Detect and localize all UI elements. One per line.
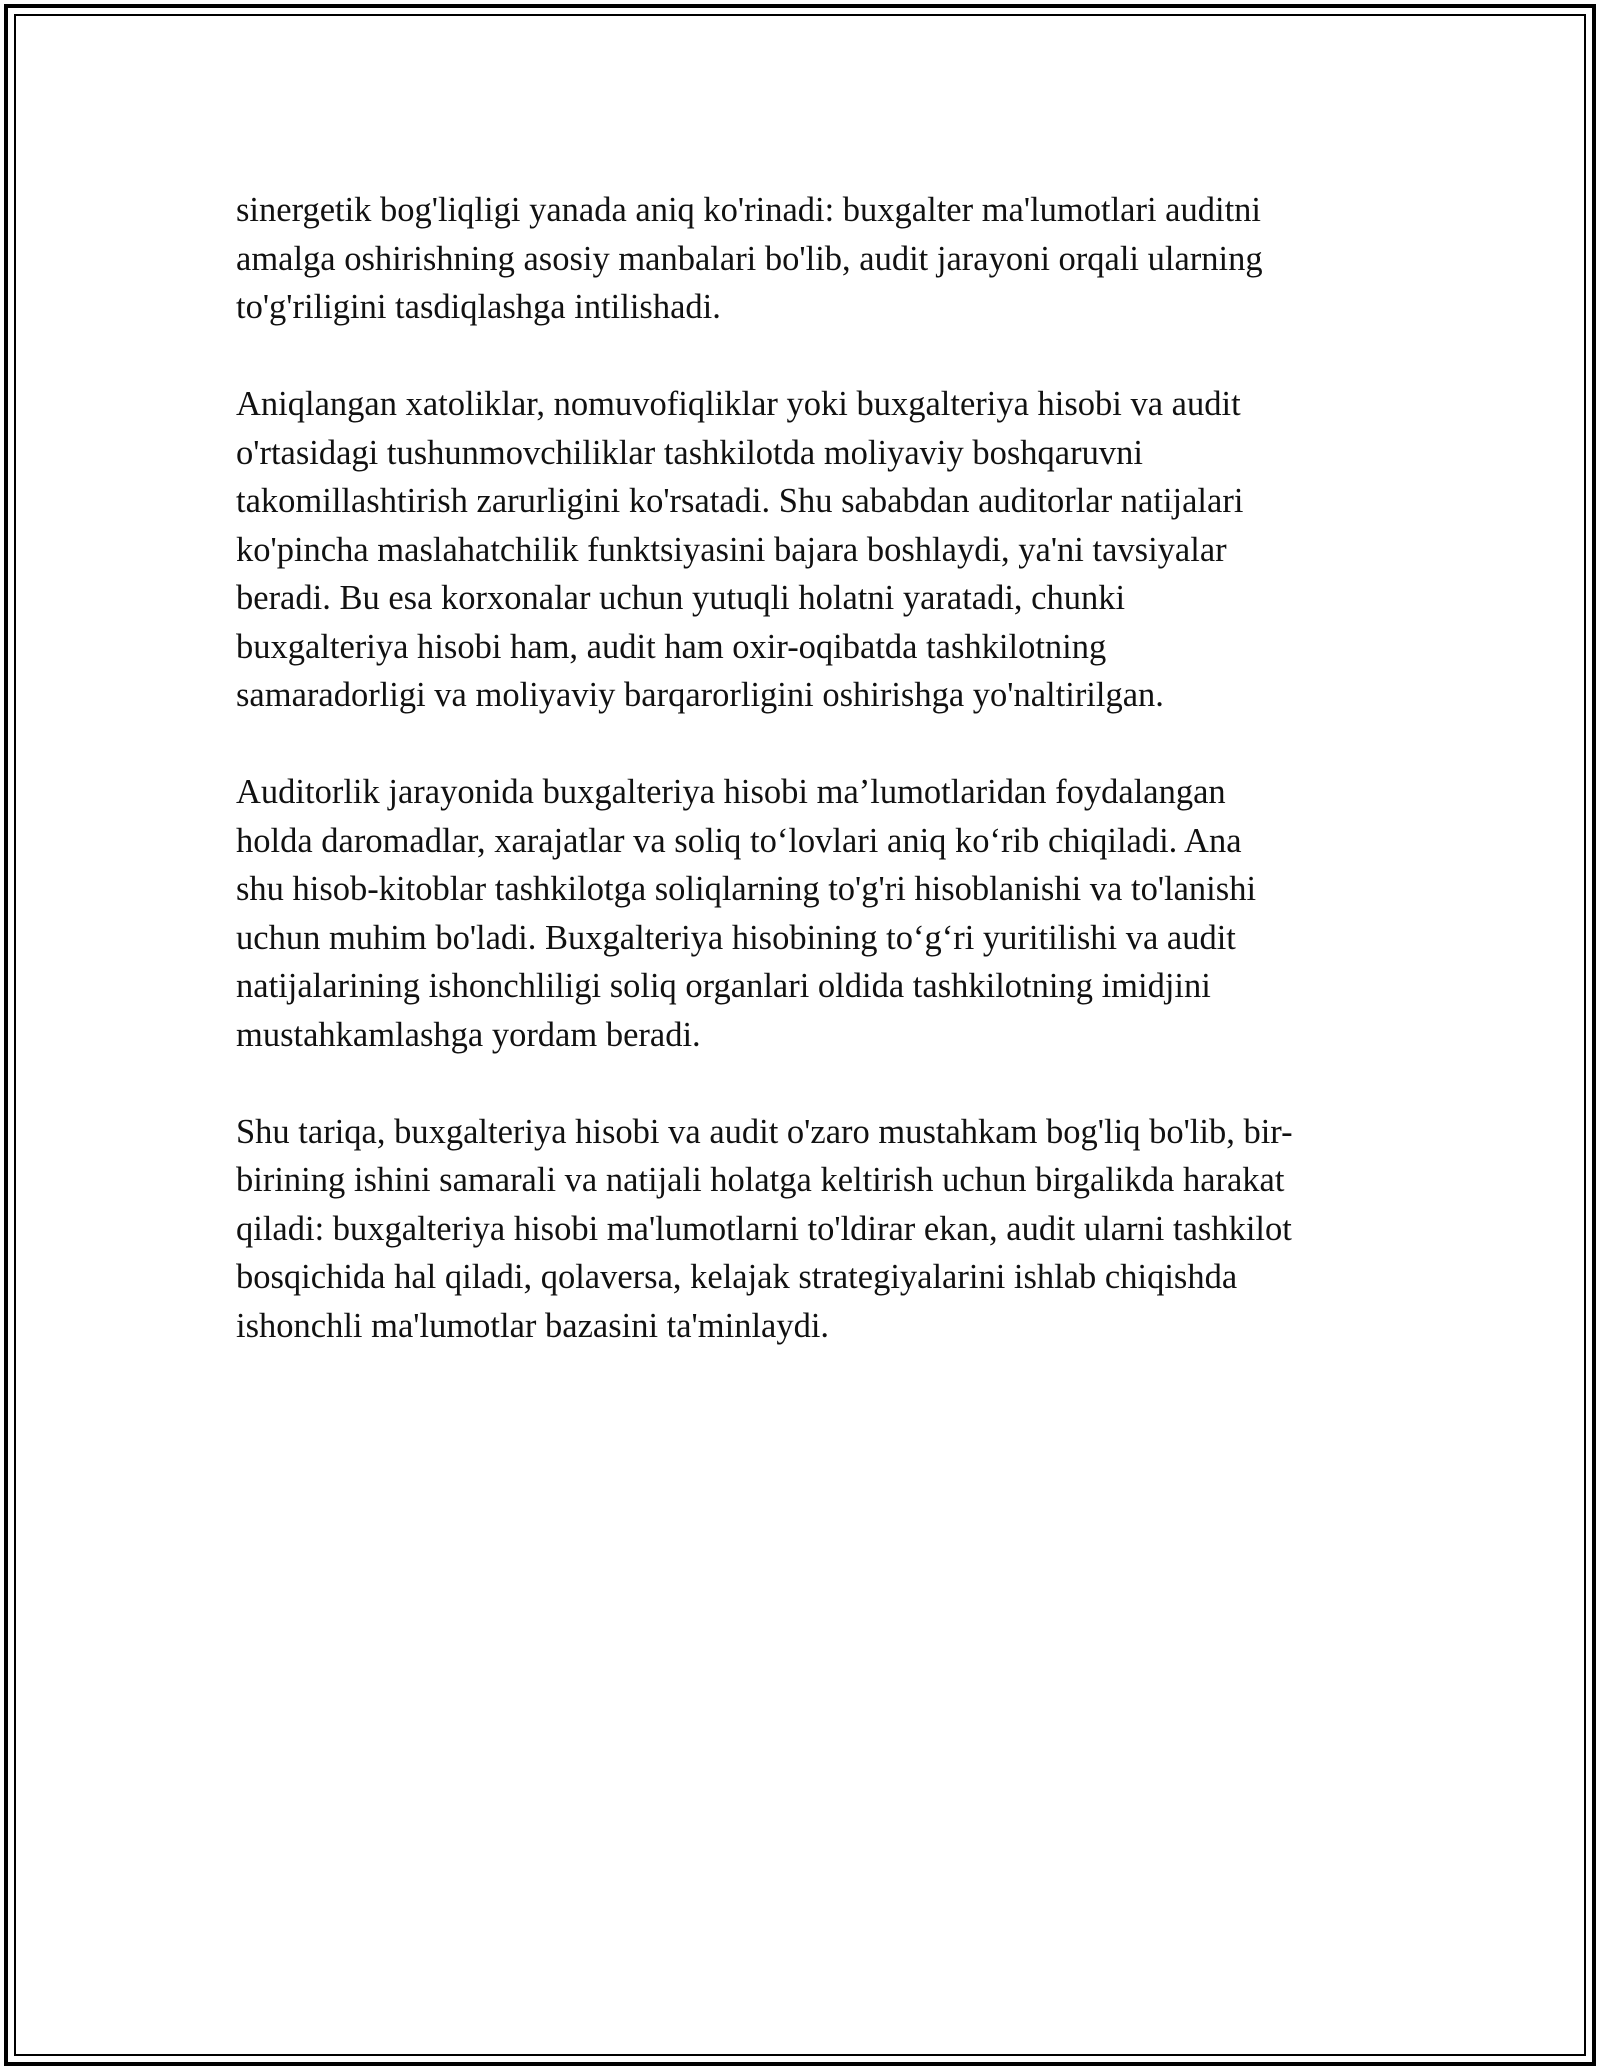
paragraph-4: Shu tariqa, buxgalteriya hisobi va audit o'zaro mustahkam bog'liq bo'lib, bir- birining ishini samarali va natijali holatga keltirish uchun birgalikda harakat qiladi: buxgalteriya hisobi ma'lumotlarni to'ldirar ekan, audit ularni tashkilot bosqichida hal qiladi, qolaversa, kelajak strategiyalarini ishlab chiqishda ishonchli ma'lumotlar bazasini ta'minlaydi. [236,1112,1293,1345]
paragraph-1: sinergetik bog'liqligi yanada aniq ko'rinadi: buxgalter ma'lumotlari auditni amalga oshirishning asosiy manbalari bo'lib, audit jarayoni orqali ularning to'g'riligini tasdiqlashga intilishadi. [236,191,1263,326]
paragraph-3: Auditorlik jarayonida buxgalteriya hisobi ma’lumotlaridan foydalangan holda daromadlar, xarajatlar va soliq to‘lovlari aniq ko‘rib chiqiladi. Ana shu hisob-kitoblar tashkilotga soliqlarning to'g'ri hisoblanishi va to'lanishi uchun muhim bo'ladi. Buxgalteriya hisobining to‘g‘ri yuritilishi va audit natijalarining ishonchliligi soliq organlari oldida tashkilotning imidjini mustahkamlashga yordam beradi. [236,773,1257,1054]
document-body [236,186,1371,1399]
paragraph-2: Aniqlangan xatoliklar, nomuvofiqliklar yoki buxgalteriya hisobi va audit o'rtasidagi tushunmovchiliklar tashkilotda moliyaviy boshqaruvni takomillashtirish zarurligini ko'rsatadi. Shu sababdan auditorlar natijalari ko'pincha maslahatchilik funktsiyasini bajara boshlaydi, ya'ni tavsiyalar beradi. Bu esa korxonalar uchun yutuqli holatni yaratadi, chunki buxgalteriya hisobi ham, audit ham oxir-oqibatda tashkilotning samaradorligi va moliyaviy barqarorligini oshirishga yo'naltirilgan. [236,385,1244,714]
